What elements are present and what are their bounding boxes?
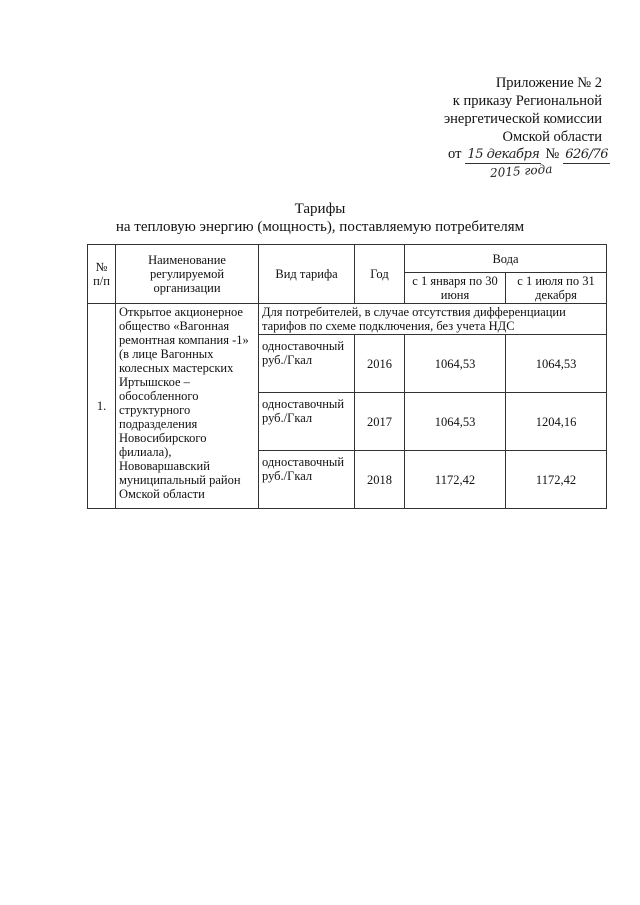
header-year: Год — [355, 245, 405, 304]
tariff-table — [87, 244, 607, 509]
handwritten-number: 626/76 — [565, 147, 608, 162]
row-number: 1. — [88, 304, 116, 509]
number-prefix: № — [545, 146, 560, 162]
appendix-block — [444, 74, 602, 146]
tariff-type: одноставочный руб./Гкал — [259, 335, 355, 393]
tariff-value-h1: 1172,42 — [405, 451, 506, 509]
header-type: Вид тарифа — [259, 245, 355, 304]
date-prefix: от — [448, 146, 462, 162]
appendix-line-2: к приказу Региональной — [452, 93, 602, 109]
header-num: № п/п — [88, 245, 116, 304]
tariff-value-h2: 1204,16 — [506, 393, 607, 451]
handwritten-year: 2015 года — [489, 161, 553, 181]
section-row — [88, 304, 607, 335]
appendix-line-3: энергетической комиссии — [443, 111, 602, 127]
handwritten-date: 15 декабря — [467, 147, 540, 162]
header-water: Вода — [405, 245, 607, 273]
tariff-value-h2: 1172,42 — [506, 451, 607, 509]
document-title — [0, 200, 640, 236]
header-row-1 — [88, 245, 607, 273]
tariff-year: 2016 — [355, 335, 405, 393]
header-period-2: с 1 июля по 31 декабря — [506, 273, 607, 304]
title-line-2: на тепловую энергию (мощность), поставляемую потребителям — [115, 219, 525, 235]
order-date-number — [448, 146, 610, 164]
organization-name: Открытое акционерное общество «Вагонная ремонтная компания -1» (в лице Вагонных колесных мастерских Иртышское – обособленного структурного подразделения Новосибирского филиала), Нововаршавский муниципальный район Омской области — [116, 304, 259, 509]
section-note: Для потребителей, в случае отсутствия дифференциации тарифов по схеме подключения, без учета НДС — [259, 304, 607, 335]
tariff-year: 2018 — [355, 451, 405, 509]
tariff-value-h2: 1064,53 — [506, 335, 607, 393]
tariff-value-h1: 1064,53 — [405, 335, 506, 393]
tariff-type: одноставочный руб./Гкал — [259, 451, 355, 509]
tariff-type: одноставочный руб./Гкал — [259, 393, 355, 451]
tariff-value-h1: 1064,53 — [405, 393, 506, 451]
title-line-1: Тарифы — [294, 201, 346, 217]
appendix-line-4: Омской области — [502, 129, 602, 145]
appendix-line-1: Приложение № 2 — [495, 75, 602, 91]
header-period-1: с 1 января по 30 июня — [405, 273, 506, 304]
header-org: Наименование регулируемой организации — [116, 245, 259, 304]
tariff-year: 2017 — [355, 393, 405, 451]
